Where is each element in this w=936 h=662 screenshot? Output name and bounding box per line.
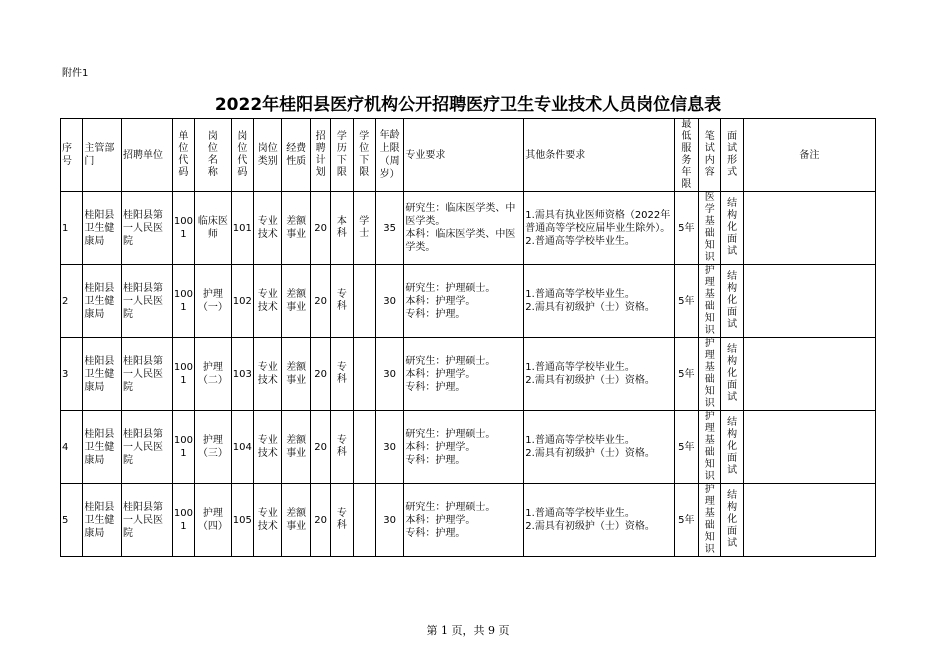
cell-written: 护理基础知识 [704,265,715,336]
cell-post-type: 专业技术 [254,192,282,265]
cell-plan: 20 [310,484,330,557]
cell-dept: 桂阳县卫生健康局 [83,338,122,411]
cell-interview: 结构化面试 [727,490,738,549]
cell-post-code: 103 [231,338,253,411]
cell-other: 1.需具有执业医师资格（2022年普通高等学校应届毕业生除外）。 2.普通高等学校毕业生。 [524,192,674,265]
cell-other: 1.普通高等学校毕业生。 2.需具有初级护（士）资格。 [524,265,674,338]
cell-unit-code: 1001 [172,192,194,265]
cell-post-type: 专业技术 [254,265,282,338]
cell-unit: 桂阳县第一人民医院 [121,411,172,484]
cell-funding: 差额事业 [282,265,310,338]
cell-post-name: 护理（三） [195,411,232,484]
header-row [61,119,876,192]
header-unit-code: 单位代码 [178,131,189,178]
cell-other: 1.普通高等学校毕业生。 2.需具有初级护（士）资格。 [524,338,674,411]
cell-major: 研究生：临床医学类、中医学类。 本科：临床医学类、中医学类。 [404,192,524,265]
cell-unit-code: 1001 [172,484,194,557]
header-other: 其他条件要求 [524,119,674,192]
cell-post-name: 护理（一） [195,265,232,338]
cell-dept: 桂阳县卫生健康局 [83,265,122,338]
cell-service: 5年 [674,484,698,557]
cell-seq: 2 [61,265,83,338]
cell-notes [743,338,875,411]
cell-post-name: 护理（二） [195,338,232,411]
cell-funding: 差额事业 [282,484,310,557]
cell-dept: 桂阳县卫生健康局 [83,192,122,265]
cell-written: 护理基础知识 [704,411,715,482]
post-info-table [60,118,876,557]
cell-edu: 专科 [336,362,347,385]
table-row [61,265,876,338]
cell-major: 研究生：护理硕士。 本科：护理学。 专科：护理。 [404,338,524,411]
cell-post-name: 临床医师 [195,192,232,265]
cell-dept: 桂阳县卫生健康局 [83,484,122,557]
cell-other: 1.普通高等学校毕业生。 2.需具有初级护（士）资格。 [524,411,674,484]
cell-other: 1.普通高等学校毕业生。 2.需具有初级护（士）资格。 [524,484,674,557]
cell-interview: 结构化面试 [727,417,738,476]
header-notes: 备注 [743,119,875,192]
cell-edu: 专科 [336,435,347,458]
cell-dept: 桂阳县卫生健康局 [83,411,122,484]
cell-plan: 20 [310,265,330,338]
header-edu: 学历下限 [336,131,347,178]
cell-unit: 桂阳县第一人民医院 [121,265,172,338]
header-written: 笔试内容 [704,131,715,178]
cell-service: 5年 [674,265,698,338]
cell-major: 研究生：护理硕士。 本科：护理学。 专科：护理。 [404,265,524,338]
cell-post-code: 105 [231,484,253,557]
header-service: 最低服务年限 [681,119,692,190]
cell-post-type: 专业技术 [254,411,282,484]
cell-unit: 桂阳县第一人民医院 [121,484,172,557]
header-age: 年龄上限（周岁） [375,119,403,192]
header-seq: 序号 [61,119,83,192]
cell-post-code: 101 [231,192,253,265]
header-plan: 招聘计划 [315,131,326,178]
cell-seq: 3 [61,338,83,411]
table-row [61,192,876,265]
cell-age: 30 [375,265,403,338]
cell-funding: 差额事业 [282,338,310,411]
cell-written: 护理基础知识 [704,338,715,409]
cell-interview: 结构化面试 [727,344,738,403]
header-post-code: 岗位代码 [237,131,248,178]
cell-seq: 4 [61,411,83,484]
cell-age: 35 [375,192,403,265]
cell-funding: 差额事业 [282,192,310,265]
cell-notes [743,484,875,557]
cell-seq: 5 [61,484,83,557]
header-dept: 主管部门 [83,119,122,192]
header-funding: 经费性质 [282,119,310,192]
cell-age: 30 [375,411,403,484]
header-major: 专业要求 [404,119,524,192]
table-row [61,338,876,411]
cell-post-type: 专业技术 [254,484,282,557]
cell-unit-code: 1001 [172,265,194,338]
cell-interview: 结构化面试 [727,198,738,257]
cell-service: 5年 [674,192,698,265]
table-row [61,484,876,557]
page-title: 2022年桂阳县医疗机构公开招聘医疗卫生专业技术人员岗位信息表 [214,95,722,115]
cell-age: 30 [375,484,403,557]
header-unit: 招聘单位 [121,119,172,192]
cell-unit: 桂阳县第一人民医院 [121,338,172,411]
cell-age: 30 [375,338,403,411]
cell-edu: 专科 [336,289,347,312]
cell-unit-code: 1001 [172,338,194,411]
cell-post-name: 护理（四） [195,484,232,557]
cell-interview: 结构化面试 [727,271,738,330]
cell-edu: 专科 [336,508,347,531]
cell-post-type: 专业技术 [254,338,282,411]
cell-post-code: 104 [231,411,253,484]
cell-plan: 20 [310,338,330,411]
cell-notes [743,265,875,338]
cell-edu: 本科 [336,216,347,239]
page-footer: 第 1 页，共 9 页 [426,624,510,637]
cell-major: 研究生：护理硕士。 本科：护理学。 专科：护理。 [404,411,524,484]
cell-post-code: 102 [231,265,253,338]
cell-plan: 20 [310,192,330,265]
attachment-label: 附件1 [62,68,89,79]
cell-major: 研究生：护理硕士。 本科：护理学。 专科：护理。 [404,484,524,557]
header-degree: 学位下限 [359,131,370,178]
cell-written: 护理基础知识 [704,484,715,555]
header-post-type: 岗位类别 [254,119,282,192]
cell-notes [743,411,875,484]
cell-funding: 差额事业 [282,411,310,484]
cell-seq: 1 [61,192,83,265]
cell-plan: 20 [310,411,330,484]
cell-unit-code: 1001 [172,411,194,484]
cell-notes [743,192,875,265]
table-row [61,411,876,484]
cell-unit: 桂阳县第一人民医院 [121,192,172,265]
cell-service: 5年 [674,411,698,484]
header-interview: 面试形式 [727,131,738,178]
cell-written: 医学基础知识 [704,192,715,263]
header-post-name: 岗位名称 [207,131,218,178]
cell-degree: 学士 [359,216,370,239]
cell-service: 5年 [674,338,698,411]
